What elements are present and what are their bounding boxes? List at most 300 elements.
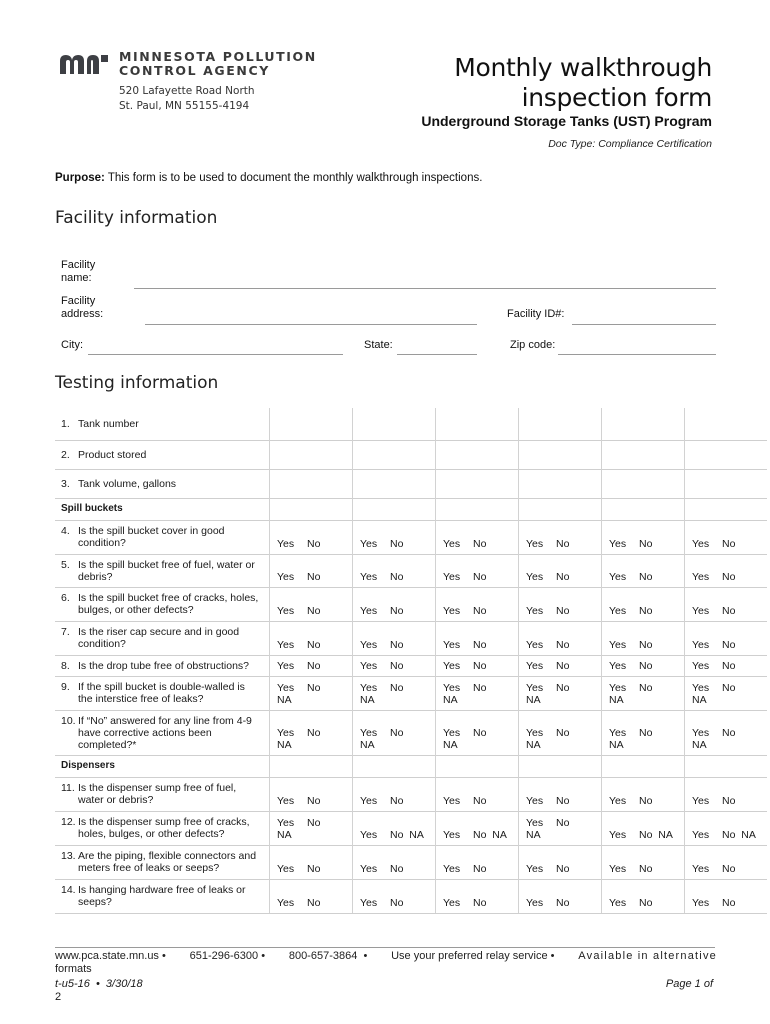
no-option[interactable]: No (390, 726, 404, 739)
no-option[interactable]: No (639, 726, 653, 739)
question-line: If “No” answered for any line from 4-9 (78, 714, 252, 727)
yes-option[interactable]: Yes (277, 794, 295, 807)
answer-cell (353, 520, 436, 554)
yes-option[interactable]: Yes (360, 726, 378, 739)
question-line: water or debris? (78, 794, 154, 806)
yes-option[interactable]: Yes (360, 896, 378, 909)
answer-cell (436, 845, 519, 879)
address-line-2: St. Paul, MN 55155-4194 (119, 100, 250, 112)
yes-option[interactable]: Yes (443, 896, 461, 909)
answer-cell (353, 621, 436, 655)
yes-option[interactable]: Yes (609, 604, 627, 617)
no-option[interactable]: No (473, 604, 487, 617)
yes-option[interactable]: Yes (443, 726, 461, 739)
no-option[interactable]: No (556, 726, 570, 739)
answer-cell (270, 676, 353, 710)
no-na-option[interactable]: No NA (473, 828, 507, 841)
na-option[interactable]: NA (360, 738, 375, 751)
yes-option[interactable]: Yes (443, 828, 461, 841)
yes-option[interactable]: Yes (526, 537, 544, 550)
answer-cell (602, 710, 685, 755)
no-option[interactable]: No (307, 537, 321, 550)
no-option[interactable]: No (722, 659, 736, 672)
no-option[interactable]: No (307, 681, 321, 694)
tank-6-cell[interactable] (685, 440, 768, 469)
yes-option[interactable]: Yes (360, 681, 378, 694)
table-row-q12 (55, 811, 767, 845)
no-option[interactable]: No (556, 537, 570, 550)
table-row-q14 (55, 879, 767, 913)
no-option[interactable]: No (639, 604, 653, 617)
answer-cell (436, 676, 519, 710)
na-option[interactable]: NA (443, 738, 458, 751)
answer-cell (685, 879, 768, 913)
no-na-option[interactable]: No NA (722, 828, 756, 841)
yes-option[interactable]: Yes (360, 604, 378, 617)
yes-option[interactable]: Yes (277, 726, 295, 739)
facility-id-field[interactable] (572, 324, 716, 325)
city-field[interactable] (88, 354, 343, 355)
yes-na-option (692, 727, 722, 751)
yes-option[interactable]: Yes (526, 862, 544, 875)
no-option[interactable]: No (722, 537, 736, 550)
answer-cell (436, 655, 519, 676)
na-option[interactable]: NA (526, 828, 541, 841)
facility-name-field[interactable] (134, 288, 716, 289)
yes-option[interactable]: Yes (609, 681, 627, 694)
no-option[interactable]: No (473, 537, 487, 550)
yes-option[interactable]: Yes (360, 570, 378, 583)
yes-option[interactable]: Yes (692, 828, 710, 841)
answer-cell (270, 710, 353, 755)
empty-cell (685, 498, 768, 520)
tank-5-cell[interactable] (602, 469, 685, 498)
question-cell (55, 655, 270, 676)
no-option[interactable]: No (639, 537, 653, 550)
yes-option[interactable]: Yes (609, 726, 627, 739)
answer-cell (519, 879, 602, 913)
tank-2-cell[interactable] (353, 408, 436, 440)
answer-cell (685, 845, 768, 879)
no-option[interactable]: No (639, 862, 653, 875)
answer-cell (519, 621, 602, 655)
bullet-separator: • (261, 950, 266, 962)
form-title (454, 53, 712, 113)
testing-table (55, 408, 767, 914)
yes-na-option (609, 682, 639, 706)
no-option[interactable]: No (307, 794, 321, 807)
yes-option[interactable]: Yes (609, 862, 627, 875)
no-option[interactable]: No (556, 862, 570, 875)
tank-3-cell[interactable] (436, 408, 519, 440)
footer-phone1 (190, 950, 265, 963)
yes-option[interactable]: Yes (443, 681, 461, 694)
yes-option[interactable]: Yes (692, 862, 710, 875)
question-number: 11. (61, 782, 75, 794)
tank-2-cell[interactable] (353, 440, 436, 469)
facility-name-label-2: name: (61, 272, 92, 284)
yes-option[interactable]: Yes (526, 604, 544, 617)
mpca-logo-icon (58, 52, 110, 76)
tank-5-cell[interactable] (602, 408, 685, 440)
yes-option[interactable]: Yes (443, 862, 461, 875)
yes-option[interactable]: Yes (692, 604, 710, 617)
na-option[interactable]: NA (609, 693, 624, 706)
no-option[interactable]: No (722, 604, 736, 617)
question-cell (55, 777, 270, 811)
zip-field[interactable] (558, 354, 716, 355)
yes-option[interactable]: Yes (443, 537, 461, 550)
no-option[interactable]: No (722, 681, 736, 694)
facility-address-label (61, 295, 103, 321)
question-number: 9. (61, 681, 70, 693)
facility-name-label-1: Facility (61, 259, 96, 271)
question-number: 7. (61, 626, 70, 638)
yes-option[interactable]: Yes (692, 570, 710, 583)
question-number: 13. (61, 850, 76, 862)
yes-option[interactable]: Yes (277, 816, 295, 829)
no-option[interactable]: No (390, 681, 404, 694)
yes-option[interactable]: Yes (609, 794, 627, 807)
no-option[interactable]: No (639, 638, 653, 651)
yes-option[interactable]: Yes (692, 537, 710, 550)
question-text: Is the drop tube free of obstructions? (78, 659, 250, 672)
empty-cell (602, 755, 685, 777)
yes-option[interactable]: Yes (526, 681, 544, 694)
no-option[interactable]: No (556, 638, 570, 651)
no-option[interactable]: No (390, 537, 404, 550)
empty-cell (436, 498, 519, 520)
tank-4-cell[interactable] (519, 408, 602, 440)
no-option[interactable]: No (473, 726, 487, 739)
answer-cell (602, 621, 685, 655)
na-option[interactable]: NA (360, 693, 375, 706)
answer-cell (602, 655, 685, 676)
yes-option[interactable]: Yes (443, 794, 461, 807)
tank-6-cell[interactable] (685, 469, 768, 498)
answer-cell (602, 879, 685, 913)
yes-option[interactable]: Yes (526, 726, 544, 739)
tank-2-cell[interactable] (353, 469, 436, 498)
answer-cell (685, 777, 768, 811)
zip-label: Zip code: (510, 339, 556, 351)
question-text: Product stored (78, 448, 147, 461)
yes-option[interactable]: Yes (360, 659, 378, 672)
no-option[interactable]: No (722, 862, 736, 875)
footer-website[interactable] (55, 950, 166, 963)
tank-1-cell[interactable] (270, 440, 353, 469)
yes-na-option (526, 727, 556, 751)
facility-address-label-2: address: (61, 308, 104, 320)
answer-cell (270, 811, 353, 845)
answer-cell (270, 655, 353, 676)
no-option[interactable]: No (307, 604, 321, 617)
yes-option[interactable]: Yes (277, 604, 295, 617)
page-number: Page 1 of (665, 978, 713, 990)
no-option[interactable]: No (473, 659, 487, 672)
question-number: 2. (61, 448, 70, 461)
yes-option[interactable]: Yes (692, 638, 710, 651)
answer-cell (436, 621, 519, 655)
answer-cell (436, 879, 519, 913)
yes-na-option (526, 682, 556, 706)
answer-cell (685, 655, 768, 676)
footer-contact (55, 950, 717, 976)
yes-option[interactable]: Yes (609, 896, 627, 909)
answer-cell (602, 676, 685, 710)
website-link[interactable]: www.pca.state.mn.us (55, 950, 159, 962)
question-number: 14. (61, 884, 76, 896)
answer-cell (519, 710, 602, 755)
yes-option[interactable]: Yes (443, 638, 461, 651)
tank-1-cell[interactable] (270, 408, 353, 440)
no-option[interactable]: No (556, 659, 570, 672)
yes-option[interactable]: Yes (692, 896, 710, 909)
table-row-q6 (55, 587, 767, 621)
yes-option[interactable]: Yes (609, 828, 627, 841)
yes-option[interactable]: Yes (526, 638, 544, 651)
yes-option[interactable]: Yes (526, 659, 544, 672)
facility-address-field[interactable] (145, 324, 477, 325)
answer-cell (685, 520, 768, 554)
yes-option[interactable]: Yes (277, 537, 295, 550)
answer-cell (519, 845, 602, 879)
empty-cell (685, 755, 768, 777)
na-option[interactable]: NA (609, 738, 624, 751)
answer-cell (353, 777, 436, 811)
tank-5-cell[interactable] (602, 440, 685, 469)
answer-cell (519, 655, 602, 676)
question-text: Tank number (78, 417, 139, 430)
yes-option[interactable]: Yes (443, 604, 461, 617)
question-line: Is the riser cap secure and in good (78, 626, 240, 638)
no-option[interactable]: No (722, 638, 736, 651)
no-option[interactable]: No (556, 896, 570, 909)
yes-option[interactable]: Yes (360, 794, 378, 807)
no-option[interactable]: No (473, 896, 487, 909)
no-option[interactable]: No (473, 638, 487, 651)
yes-option[interactable]: Yes (277, 862, 295, 875)
tank-3-cell[interactable] (436, 469, 519, 498)
no-option[interactable]: No (390, 862, 404, 875)
no-option[interactable]: No (556, 794, 570, 807)
no-option[interactable]: No (639, 570, 653, 583)
no-option[interactable]: No (556, 681, 570, 694)
yes-option[interactable]: Yes (609, 659, 627, 672)
answer-cell (270, 587, 353, 621)
empty-cell (436, 755, 519, 777)
question-text (78, 592, 258, 616)
question-text (78, 816, 250, 840)
yes-na-option (277, 682, 307, 706)
table-row-q7 (55, 621, 767, 655)
yes-option[interactable]: Yes (277, 659, 295, 672)
question-cell (55, 469, 270, 498)
yes-option[interactable]: Yes (360, 537, 378, 550)
no-option[interactable]: No (390, 638, 404, 651)
yes-option[interactable]: Yes (526, 570, 544, 583)
empty-cell (353, 498, 436, 520)
answer-cell (602, 811, 685, 845)
answer-cell (353, 845, 436, 879)
question-line: Is the spill bucket cover in good (78, 525, 225, 537)
na-option[interactable]: NA (277, 828, 292, 841)
yes-option[interactable]: Yes (277, 896, 295, 909)
question-text (78, 715, 252, 751)
na-option[interactable]: NA (277, 738, 292, 751)
question-line: Are the piping, flexible connectors and (78, 850, 257, 862)
yes-na-option (360, 682, 390, 706)
yes-option[interactable]: Yes (692, 726, 710, 739)
bullet-separator: • (162, 950, 166, 962)
no-na-option[interactable]: No NA (390, 828, 424, 841)
no-option[interactable]: No (639, 659, 653, 672)
no-option[interactable]: No (390, 896, 404, 909)
no-option[interactable]: No (473, 862, 487, 875)
no-option[interactable]: No (307, 659, 321, 672)
state-label: State: (364, 339, 393, 351)
yes-option[interactable]: Yes (692, 659, 710, 672)
question-text (78, 626, 239, 650)
empty-cell (602, 498, 685, 520)
question-cell (55, 811, 270, 845)
address-line-1: 520 Lafayette Road North (119, 85, 255, 97)
no-option[interactable]: No (639, 681, 653, 694)
question-number: 6. (61, 592, 70, 604)
facility-address-label-1: Facility (61, 295, 96, 307)
no-option[interactable]: No (722, 726, 736, 739)
agency-line-1: MINNESOTA POLLUTION (119, 49, 317, 64)
answer-cell (685, 621, 768, 655)
answer-cell (353, 811, 436, 845)
yes-option[interactable]: Yes (360, 862, 378, 875)
yes-option[interactable]: Yes (360, 638, 378, 651)
question-number: 4. (61, 525, 70, 537)
question-text: Tank volume, gallons (78, 477, 177, 490)
no-option[interactable]: No (390, 570, 404, 583)
tank-4-cell[interactable] (519, 440, 602, 469)
yes-na-option (443, 682, 473, 706)
yes-option[interactable]: Yes (609, 638, 627, 651)
no-na-option[interactable]: No NA (639, 828, 673, 841)
no-option[interactable]: No (639, 896, 653, 909)
yes-option[interactable]: Yes (277, 681, 295, 694)
yes-option[interactable]: Yes (526, 896, 544, 909)
question-number: 10. (61, 714, 76, 727)
no-option[interactable]: No (639, 794, 653, 807)
footer-relay (391, 950, 554, 963)
question-text (78, 850, 256, 874)
yes-option[interactable]: Yes (360, 828, 378, 841)
answer-cell (436, 587, 519, 621)
no-option[interactable]: No (307, 896, 321, 909)
na-option[interactable]: NA (692, 693, 707, 706)
no-option[interactable]: No (556, 816, 570, 829)
answer-cell (270, 520, 353, 554)
question-line: completed?* (78, 738, 137, 751)
table-row-q10 (55, 710, 767, 755)
question-line: have corrective actions been (78, 726, 212, 739)
answer-cell (436, 777, 519, 811)
question-text (78, 782, 236, 806)
question-cell (55, 676, 270, 710)
question-number: 3. (61, 477, 70, 490)
na-option[interactable]: NA (443, 693, 458, 706)
no-option[interactable]: No (307, 570, 321, 583)
no-option[interactable]: No (722, 570, 736, 583)
answer-cell (685, 587, 768, 621)
na-option[interactable]: NA (692, 738, 707, 751)
no-option[interactable]: No (307, 862, 321, 875)
no-option[interactable]: No (556, 604, 570, 617)
yes-option[interactable]: Yes (443, 570, 461, 583)
yes-option[interactable]: Yes (443, 659, 461, 672)
footer-doc-id (55, 978, 143, 1004)
answer-cell (519, 811, 602, 845)
yes-option[interactable]: Yes (692, 794, 710, 807)
answer-cell (519, 520, 602, 554)
na-option[interactable]: NA (526, 693, 541, 706)
answer-cell (353, 587, 436, 621)
yes-option[interactable]: Yes (692, 681, 710, 694)
yes-option[interactable]: Yes (526, 794, 544, 807)
no-option[interactable]: No (556, 570, 570, 583)
no-option[interactable]: No (307, 726, 321, 739)
purpose-text: This form is to be used to document the monthly walkthrough inspections. (104, 172, 483, 184)
tank-4-cell[interactable] (519, 469, 602, 498)
answer-cell (519, 777, 602, 811)
na-option[interactable]: NA (526, 738, 541, 751)
yes-na-option (277, 727, 307, 751)
city-label: City: (61, 339, 83, 351)
state-field[interactable] (397, 354, 477, 355)
question-number: 1. (61, 417, 70, 430)
no-option[interactable]: No (473, 681, 487, 694)
title-line-1: Monthly walkthrough (454, 53, 712, 82)
tank-1-cell[interactable] (270, 469, 353, 498)
no-option[interactable]: No (722, 896, 736, 909)
no-option[interactable]: No (390, 794, 404, 807)
table-row-q4 (55, 520, 767, 554)
yes-option[interactable]: Yes (277, 638, 295, 651)
tank-6-cell[interactable] (685, 408, 768, 440)
no-option[interactable]: No (473, 570, 487, 583)
facility-name-label (61, 259, 95, 285)
section-title: Dispensers (55, 755, 270, 777)
question-text (78, 681, 245, 705)
no-option[interactable]: No (307, 816, 321, 829)
no-option[interactable]: No (390, 604, 404, 617)
yes-option[interactable]: Yes (609, 537, 627, 550)
no-option[interactable]: No (473, 794, 487, 807)
yes-option[interactable]: Yes (277, 570, 295, 583)
purpose-statement (55, 172, 482, 184)
question-cell (55, 587, 270, 621)
yes-na-option (526, 817, 556, 841)
tank-3-cell[interactable] (436, 440, 519, 469)
no-option[interactable]: No (307, 638, 321, 651)
no-option[interactable]: No (722, 794, 736, 807)
yes-option[interactable]: Yes (526, 816, 544, 829)
no-option[interactable]: No (390, 659, 404, 672)
answer-cell (436, 710, 519, 755)
question-line: condition? (78, 537, 126, 549)
question-cell (55, 710, 270, 755)
answer-cell (270, 879, 353, 913)
yes-option[interactable]: Yes (609, 570, 627, 583)
yes-na-option (277, 817, 307, 841)
na-option[interactable]: NA (277, 693, 292, 706)
